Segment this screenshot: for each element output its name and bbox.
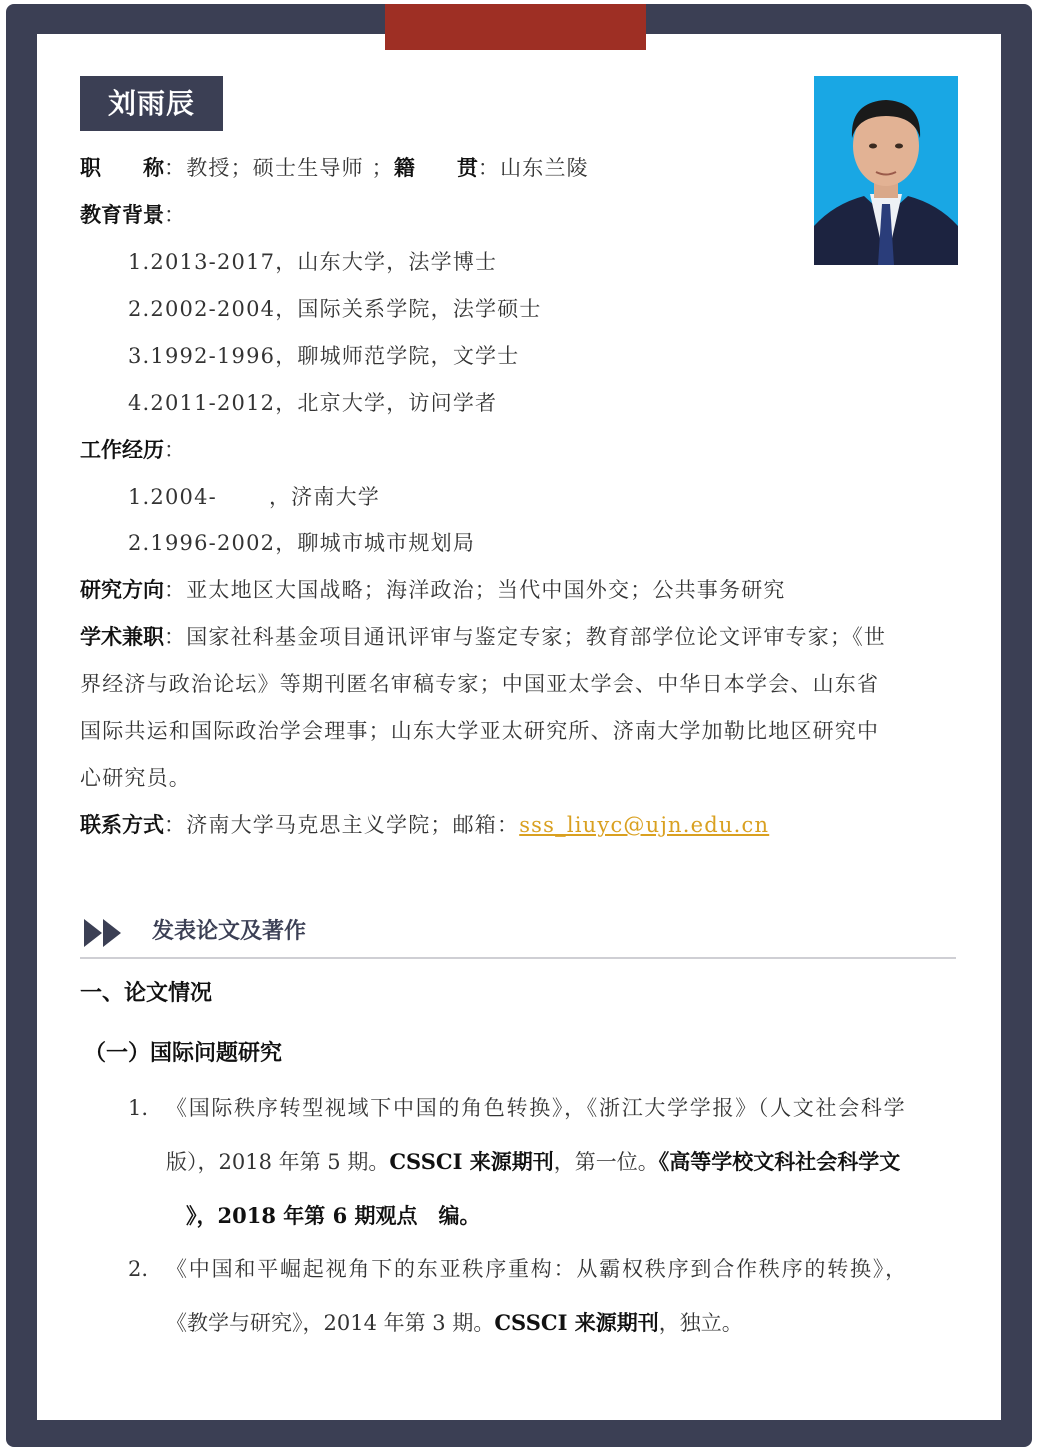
academic-text: ：国家社科基金项目通讯评审与鉴定专家；教育部学位论文评审专家；《世	[164, 625, 887, 649]
paper-number: 1.	[128, 1096, 149, 1120]
origin-label: 籍 贯	[393, 156, 478, 180]
work-colon: ：	[164, 438, 187, 462]
education-label: 教育背景	[80, 203, 164, 227]
title-value: ：教授；硕士生导师 ；	[164, 156, 394, 180]
person-portrait-icon	[814, 76, 958, 265]
education-item: 2.2002-2004，国际关系学院，法学硕士	[128, 297, 542, 321]
contact-line	[80, 810, 769, 840]
title-label: 职 称	[80, 156, 164, 180]
paper-number: 2.	[128, 1257, 149, 1281]
education-colon: ：	[164, 203, 187, 227]
papers-subheading: （一）国际问题研究	[84, 1041, 283, 1066]
work-item	[128, 482, 380, 512]
papers-heading: 一、论文情况	[80, 981, 213, 1006]
paper-text: 版），2018 年第 5 期。	[166, 1150, 390, 1174]
paper-line	[166, 1308, 743, 1338]
work-label: 工作经历	[80, 438, 164, 462]
profile-name: 刘雨辰	[80, 76, 223, 131]
double-arrow-icon	[84, 917, 126, 949]
academic-line	[80, 622, 886, 652]
education-item: 1.2013-2017，山东大学，法学博士	[128, 250, 498, 274]
paper-line	[166, 1147, 900, 1177]
email-link[interactable]: sss_liuyc@ujn.edu.cn	[519, 813, 770, 837]
paper-bold-text: CSSCI 来源期刊	[494, 1310, 659, 1335]
research-label: 研究方向	[80, 578, 164, 602]
title-origin-line	[80, 153, 589, 183]
paper-bold-text: 《高等学校文科社会科学文	[658, 1149, 901, 1174]
origin-value: ：山东兰陵	[477, 156, 589, 180]
paper-line: 《国际秩序转型视域下中国的角色转换》，《浙江大学学报》（人文社会科学	[166, 1096, 907, 1120]
work-item-years: 1.2004-	[128, 485, 217, 509]
academic-line: 界经济与政治论坛》等期刊匿名审稿专家；中国亚太学会、中华日本学会、山东省	[80, 672, 880, 696]
education-heading	[80, 200, 186, 230]
section-divider	[80, 957, 956, 959]
section-title: 发表论文及著作	[152, 919, 307, 944]
paper-bold-text: CSSCI 来源期刊	[389, 1149, 554, 1174]
research-text: ：亚太地区大国战略；海洋政治；当代中国外交；公共事务研究	[164, 578, 786, 602]
academic-line: 心研究员。	[80, 766, 191, 790]
education-item: 4.2011-2012，北京大学，访问学者	[128, 391, 498, 415]
contact-text: ：济南大学马克思主义学院；邮箱：	[164, 813, 520, 837]
paper-line: 《中国和平崛起视角下的东亚秩序重构：从霸权秩序到合作秩序的转换》，	[166, 1257, 908, 1281]
contact-label: 联系方式	[80, 813, 164, 837]
paper-text: ，第一位。	[553, 1150, 659, 1174]
paper-text: 《教学与研究》，2014 年第 3 期。	[166, 1311, 495, 1335]
academic-label: 学术兼职	[80, 625, 164, 649]
profile-photo	[814, 76, 958, 265]
work-item: 2.1996-2002，聊城市城市规划局	[128, 531, 476, 555]
work-item-place: ，济南大学	[268, 485, 380, 509]
education-item: 3.1992-1996，聊城师范学院，文学士	[128, 344, 520, 368]
work-heading	[80, 435, 186, 465]
accent-tab	[385, 4, 646, 50]
paper-line: 》，2018 年第 6 期观点 编。	[186, 1203, 481, 1228]
academic-line: 国际共运和国际政治学会理事；山东大学亚太研究所、济南大学加勒比地区研究中	[80, 719, 880, 743]
research-line	[80, 575, 786, 605]
paper-text: ，独立。	[658, 1311, 743, 1335]
